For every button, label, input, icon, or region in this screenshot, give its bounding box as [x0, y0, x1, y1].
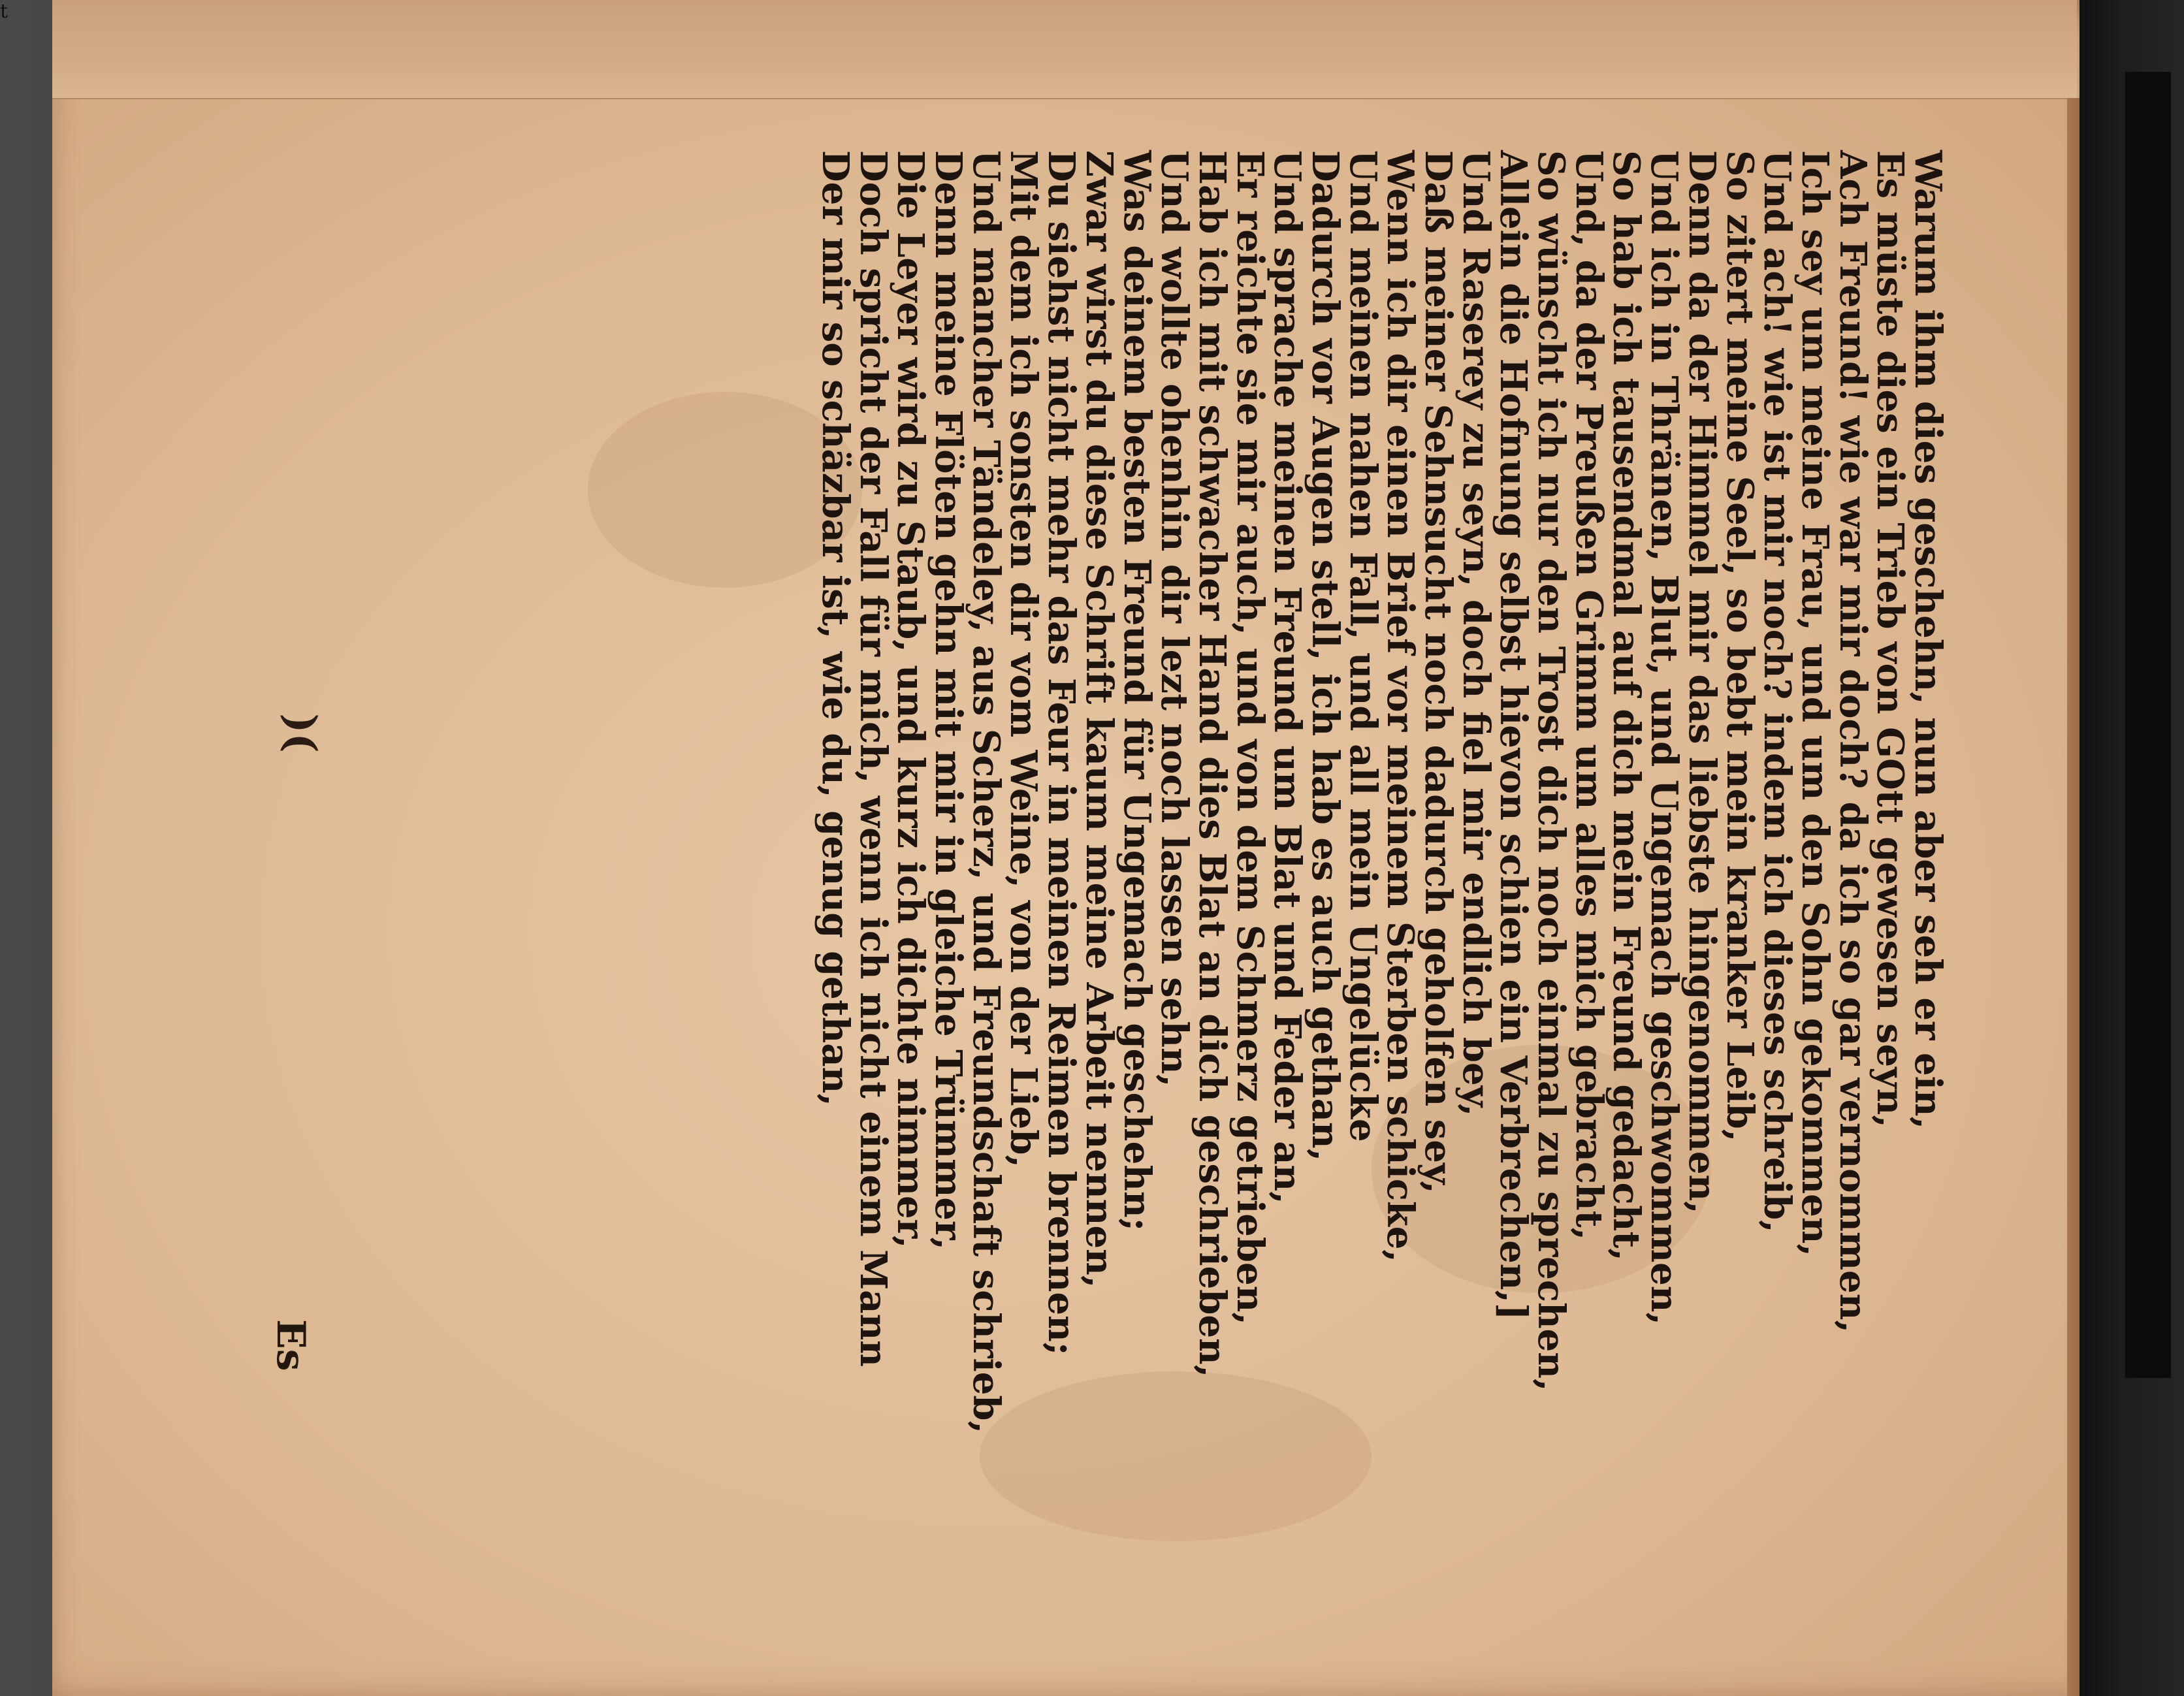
poem-line: Warum ihm dies geschehn, nun aber seh er ein, [1906, 150, 1950, 1130]
poem-line: Allein die Hofnung selbst hievon schien ein Verbrechen,] [1492, 150, 1535, 1320]
poem-line: Und wollte ohenhin dir lezt noch lassen sehn, [1153, 150, 1196, 1087]
poem-line: Ich sey um meine Frau, und um den Sohn gekommen, [1793, 150, 1837, 1256]
poem-line: Denn meine Flöten gehn mit mir in gleiche Trümmer, [927, 150, 971, 1250]
poem-line: Mit dem ich sonsten dir vom Weine, von der Lieb, [1002, 150, 1046, 1168]
poem-line: So wünscht ich nur den Trost dich noch einmal zu sprechen, [1530, 150, 1573, 1392]
previous-page-strip [52, 0, 2077, 99]
poem-line: Die Leyer wird zu Staub, und kurz ich dichte nimmer, [889, 150, 933, 1249]
poem-line: Und, da der Preußen Grimm um alles mich gebracht, [1567, 150, 1611, 1241]
poem-line: Wenn ich dir einen Brief vor meinem Sterben schicke, [1379, 150, 1422, 1262]
poem-line: So hab ich tausendmal auf dich mein Freund gedacht, [1605, 150, 1648, 1261]
poem-line: Daß meiner Sehnsucht noch dadurch geholfen sey, [1417, 150, 1460, 1194]
poem-line: Und Raserey zu seyn, doch fiel mir endlich bey, [1454, 150, 1498, 1117]
poem-line: Dadurch vor Augen stell, ich hab es auch gethan, [1304, 150, 1347, 1162]
poem-line: So zitert meine Seel, so bebt mein kranker Leib, [1718, 150, 1761, 1142]
poem-line: Der mir so schäzbar ist, wie du, genug gethan, [814, 150, 858, 1106]
poem-line: Hab ich mit schwacher Hand dies Blat an dich geschrieben, [1190, 150, 1234, 1378]
poem-line: Doch spricht der Fall für mich, wenn ich nicht einem Mann [851, 150, 895, 1368]
poem-line: Und ach! wie ist mir noch? indem ich dieses schreib, [1756, 150, 1799, 1233]
catchword: Es [268, 1319, 313, 1371]
page-corner-mark: t [0, 0, 8, 23]
poem-line: Und sprache meinen Freund um Blat und Feder an, [1266, 150, 1309, 1204]
poem-line: Du siehst nicht mehr das Feur in meinen Reimen brennen; [1040, 150, 1084, 1356]
poem-line: Und mancher Tändeley, aus Scherz, und Freundschaft schrieb, [964, 150, 1008, 1434]
poem-line: Und ich in Thränen, Blut, und Ungemach geschwommen, [1643, 150, 1686, 1325]
ornament-mark: )( [276, 713, 325, 753]
poem-line: Denn da der Himmel mir das liebste hingenommen, [1680, 150, 1724, 1214]
poem-line: Ach Freund! wie war mir doch? da ich so gar vernommen, [1831, 150, 1874, 1334]
binding-shadow [2125, 72, 2171, 1378]
poem-line: Was deinem besten Freund für Ungemach geschehn; [1115, 150, 1159, 1232]
poem-line: Er reichte sie mir auch, und von dem Schmerz getrieben, [1228, 150, 1272, 1325]
poem-line: Und meinen nahen Fall, und all mein Ungelücke [1341, 150, 1385, 1142]
poem-text [814, 150, 1950, 1434]
poem-line: Es müste dies ein Trieb von GOtt gewesen seyn, [1869, 150, 1912, 1128]
poem-line: Zwar wirst du diese Schrift kaum meine Arbeit nennen, [1077, 150, 1121, 1288]
